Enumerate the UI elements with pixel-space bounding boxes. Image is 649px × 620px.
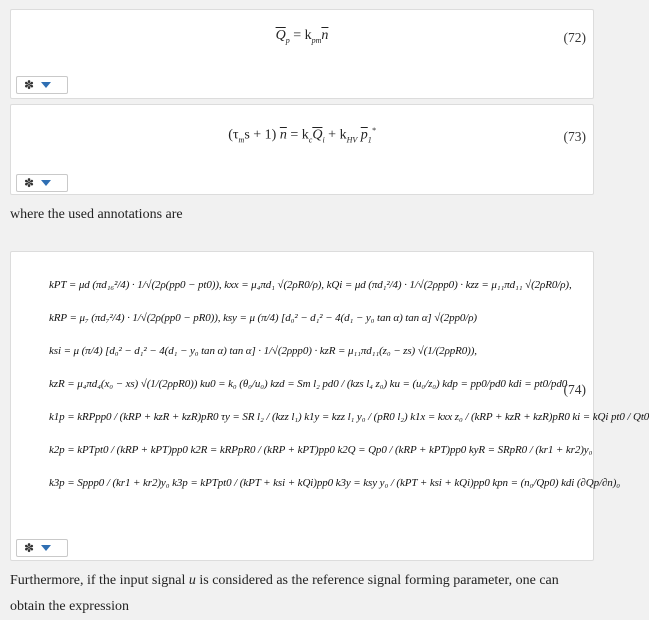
eq74-row-6-text: k2p = kPTpt0 / (kRP + kPT)pp0 k2R = kRPpR0 / (kRP + kPT)pp0 k2Q = Qp0 / (kRP + kPT)pp0 kyR = SRpR0 / (kr1 + kr2)y₀ — [49, 443, 593, 456]
gear-icon: ✽ — [24, 78, 35, 92]
eq72-lhs-var: $\overline{Q}$ — [275, 28, 286, 43]
eq73-mid: s + 1) — [244, 127, 277, 143]
eq74-row-7-text: k3p = Sppp0 / (kr1 + kr2)y₀ k3p = kPTpt0 / (kPT + ksi + kQi)pp0 k3y = ksy y₀ / (kPT + ksi + kQi)pp0 kpn = (n₀/Qp0) kdi (∂Qp/∂n)₀ — [49, 476, 620, 489]
eq74-row-2-text: kRP = μ₇ (πd₇²/4) · 1/√(2ρ(pp0 − pR0)), ksy = μ (π/4) [d₀² − d₁² − 4(d₁ − y₀ tan α) tan α] √(2pp0/ρ) — [49, 311, 477, 324]
eq74-row-1-text: kPT = μd (πd₁₆²/4) · 1/√(2ρ(pp0 − pt0)), kxx = μ₄πd₁ √(2ρR0/ρ), kQi = μd (πd₁²/4) · 1/√(2ρpp0) · kzz = μ₁₁πd₁₁ √(2ρR0/ρ), — [49, 278, 572, 291]
equation-72 — [11, 28, 593, 45]
eq73-p1-sub: 1 — [367, 135, 372, 145]
eq74-row-6 — [49, 433, 593, 466]
annotation-paragraph — [10, 202, 597, 228]
equation-74-box — [10, 251, 649, 561]
equation-73 — [11, 126, 593, 144]
eq74-row-2 — [49, 301, 523, 334]
eq73-kc-sub: c — [308, 135, 313, 145]
eq73-nbar: $\overline{n}$ — [279, 127, 287, 143]
eq72-rest-prefix: = k — [289, 28, 312, 43]
eq74-row-4 — [49, 367, 568, 400]
equation-74-menu-button[interactable] — [16, 539, 68, 557]
furthermore-rest: is considered as the reference signal forming parameter, one can obtain the expression — [10, 573, 559, 614]
furthermore-var: u — [188, 573, 196, 588]
equation-72-menu-button[interactable] — [16, 76, 68, 94]
eq74-row-7 — [49, 466, 620, 499]
equation-73-menu-button[interactable] — [16, 174, 68, 192]
eq73-plus: + k — [324, 127, 347, 143]
eq73-khv-sub: HV — [346, 135, 358, 145]
chevron-down-icon — [41, 545, 51, 551]
eq74-row-1 — [49, 268, 572, 301]
chevron-down-icon — [41, 82, 51, 88]
eq73-p1-sup: * — [371, 126, 376, 135]
eq72-lhs-sub: p — [285, 35, 290, 45]
eq73-p1: $\overline{p}$ — [360, 127, 368, 143]
eq73-tau-sub: m — [238, 135, 245, 145]
equation-72-box — [10, 9, 594, 99]
eq72-rest-sub: pm — [311, 35, 322, 45]
furthermore-text: Furthermore, if the input signal — [10, 573, 186, 588]
equation-73-number: (73) — [563, 129, 586, 144]
eq73-eq: = k — [286, 127, 309, 143]
eq74-row-4-text: kzR = μ₄πd₄(x₀ − xs) √(1/(2ρpR0)) ku0 = k₀ (θ₀/u₀) kzd = Sm l₂ pd0 / (kzs l₄ z₀) ku = (u₀/z₀) kdp = pp0/pd0 kdi = pt0/pd0 — [49, 377, 568, 390]
equation-72-number: (72) — [563, 30, 586, 45]
chevron-down-icon — [41, 180, 51, 186]
eq74-row-5 — [49, 400, 649, 433]
eq73-qi-sub: i — [322, 135, 325, 145]
equation-73-box — [10, 104, 594, 195]
eq73-prefix: (τ — [228, 127, 239, 143]
eq74-row-5-text: k1p = kRPpp0 / (kRP + kzR + kzR)pR0 τy = SR l₂ / (kzz l₁) k1y = kzz l₁ y₀ / (pR0 l₂) k1x = kxx z₀ / (kRP + kzR + kzR)pR0 ki = kQi pt0 / Qt0 — [49, 410, 649, 423]
annotation-text: where the used annotations are — [10, 207, 183, 222]
gear-icon: ✽ — [24, 176, 35, 190]
gear-icon: ✽ — [24, 541, 35, 555]
furthermore-paragraph — [10, 568, 597, 620]
equation-74-number: (74) — [563, 382, 586, 397]
eq74-row-3 — [49, 334, 523, 367]
eq73-qi: $\overline{Q}$ — [312, 127, 323, 143]
eq74-row-3-text: ksi = μ (π/4) [d₀² − d₁² − 4(d₁ − y₀ tan α) tan α] · 1/√(2ρpp0) · kzR = μ₁₁πd₁₁(z₀ − zs) √(1/(2ρpR0)), — [49, 344, 477, 357]
eq72-rest-tail: $\overline{n}$ — [321, 28, 329, 43]
